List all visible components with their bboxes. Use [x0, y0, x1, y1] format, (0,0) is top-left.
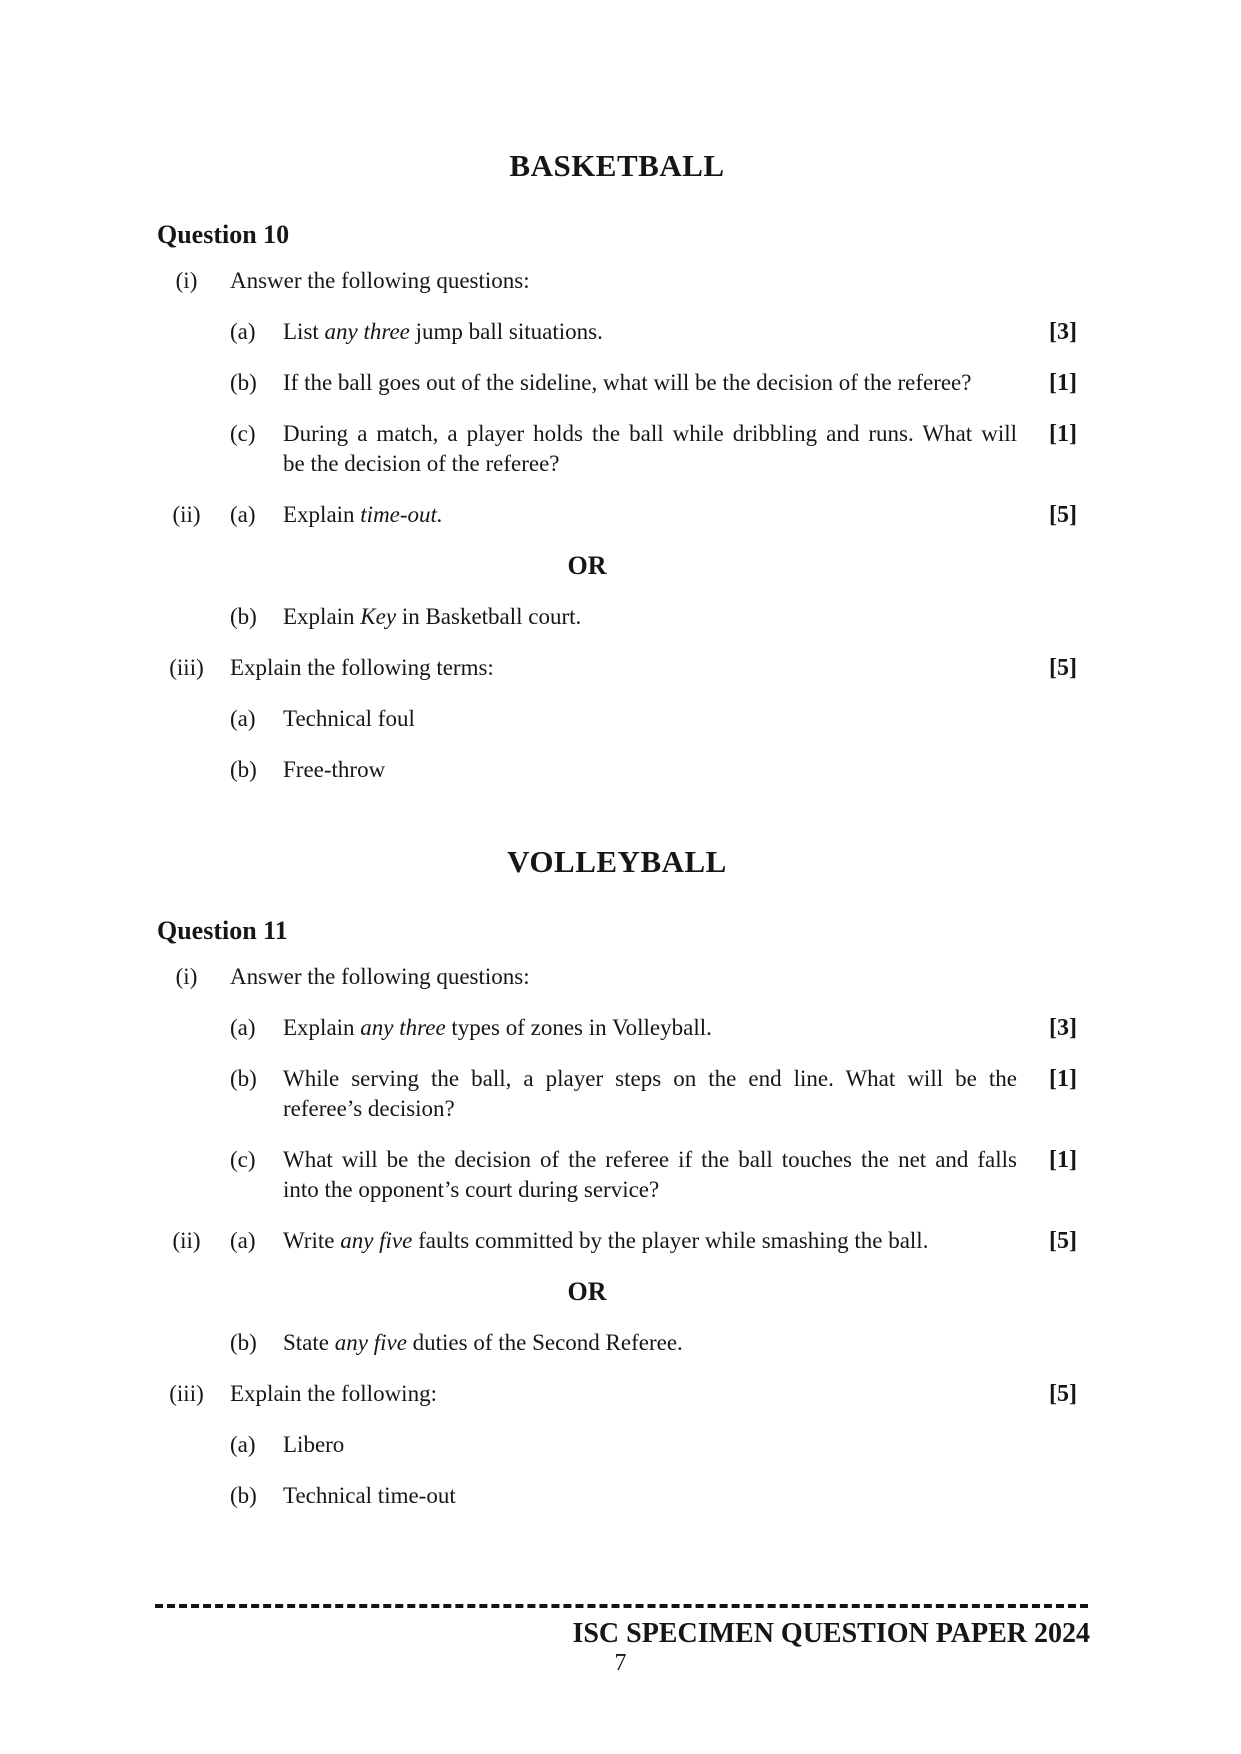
footer-divider — [155, 1604, 1088, 1608]
item-letter: (c) — [230, 1147, 256, 1172]
item-number — [157, 1064, 230, 1065]
question-row — [157, 1379, 1077, 1409]
marks-badge — [1017, 1328, 1077, 1329]
item-number — [157, 1328, 230, 1329]
item-number — [157, 704, 230, 705]
item-number — [157, 1145, 230, 1146]
item-text: Explain the following: — [230, 1381, 437, 1406]
item-text: Technical foul — [283, 706, 415, 731]
item-number: (i) — [175, 268, 198, 293]
marks-badge: [5] — [1049, 655, 1077, 681]
or-separator-row — [157, 1277, 1077, 1307]
marks-badge: [3] — [1049, 319, 1077, 345]
question-row — [157, 1328, 1077, 1358]
item-text: Explain any three types of zones in Volleyball. — [283, 1015, 712, 1040]
item-text: If the ball goes out of the sideline, what will be the decision of the referee? — [283, 370, 972, 395]
item-letter: (b) — [230, 757, 257, 782]
marks-badge — [1017, 755, 1077, 756]
item-letter: (b) — [230, 370, 257, 395]
question-row — [157, 1481, 1077, 1511]
item-number — [157, 1013, 230, 1014]
item-text: Free-throw — [283, 757, 386, 782]
item-number: (iii) — [169, 1381, 204, 1406]
question-row — [157, 368, 1077, 398]
question-row — [157, 962, 1077, 992]
marks-badge — [1017, 602, 1077, 603]
item-text: Write any five faults committed by the player while smashing the ball. — [283, 1228, 929, 1253]
or-separator-row — [157, 551, 1077, 581]
marks-badge: [1] — [1049, 1147, 1077, 1173]
item-number — [157, 419, 230, 420]
marks-badge: [1] — [1049, 1066, 1077, 1092]
marks-badge — [1017, 1430, 1077, 1431]
marks-badge — [1017, 704, 1077, 705]
item-text: During a match, a player holds the ball while dribbling and runs. What will be the decision of the referee? — [283, 421, 1017, 476]
page-number: 7 — [614, 1650, 627, 1676]
item-number — [157, 755, 230, 756]
question-row — [157, 1013, 1077, 1043]
item-number — [157, 1481, 230, 1482]
marks-badge — [1017, 266, 1077, 267]
item-number: (iii) — [169, 655, 204, 680]
question-row — [157, 1226, 1077, 1256]
item-text: Explain the following terms: — [230, 655, 494, 680]
item-letter: (b) — [230, 1483, 257, 1508]
marks-badge — [1017, 1277, 1077, 1278]
item-letter: (a) — [230, 1228, 256, 1253]
item-text: While serving the ball, a player steps on the end line. What will be the referee’s decision? — [283, 1066, 1017, 1121]
item-letter: (b) — [230, 604, 257, 629]
item-text: State any five duties of the Second Referee. — [283, 1330, 683, 1355]
question-row — [157, 500, 1077, 530]
item-number: (ii) — [172, 1228, 201, 1253]
question-row — [157, 317, 1077, 347]
item-letter: (a) — [230, 706, 256, 731]
question-row — [157, 266, 1077, 296]
marks-badge: [5] — [1049, 502, 1077, 528]
question-row — [157, 602, 1077, 632]
marks-badge: [5] — [1049, 1228, 1077, 1254]
item-number: (i) — [175, 964, 198, 989]
item-number — [157, 317, 230, 318]
question-10-label: Question 10 — [157, 220, 290, 249]
item-letter: (a) — [230, 1015, 256, 1040]
question-11-label: Question 11 — [157, 916, 288, 945]
marks-badge — [1017, 551, 1077, 552]
item-number — [157, 602, 230, 603]
question-row — [157, 1430, 1077, 1460]
item-text: Technical time-out — [283, 1483, 456, 1508]
section-title-volleyball: VOLLEYBALL — [507, 844, 727, 879]
item-text: Explain time-out. — [283, 502, 443, 527]
section-title-basketball: BASKETBALL — [509, 148, 725, 183]
item-text: List any three jump ball situations. — [283, 319, 603, 344]
marks-badge — [1017, 962, 1077, 963]
item-text: Libero — [283, 1432, 345, 1457]
question-row — [157, 704, 1077, 734]
item-letter: (a) — [230, 502, 256, 527]
question-row — [157, 419, 1077, 479]
item-letter: (a) — [230, 319, 256, 344]
item-number: (ii) — [172, 502, 201, 527]
or-separator: OR — [567, 551, 607, 580]
item-text: Explain Key in Basketball court. — [283, 604, 582, 629]
item-letter: (b) — [230, 1066, 257, 1091]
item-letter: (a) — [230, 1432, 256, 1457]
item-letter: (b) — [230, 1330, 257, 1355]
item-letter: (c) — [230, 421, 256, 446]
question-row — [157, 755, 1077, 785]
item-number — [157, 1430, 230, 1431]
marks-badge: [5] — [1049, 1381, 1077, 1407]
item-number — [157, 368, 230, 369]
marks-badge — [1017, 1481, 1077, 1482]
footer-text: ISC SPECIMEN QUESTION PAPER 2024 — [572, 1618, 1090, 1649]
item-text: Answer the following questions: — [230, 964, 530, 989]
marks-badge: [1] — [1049, 421, 1077, 447]
question-row — [157, 1064, 1077, 1124]
question-row — [157, 653, 1077, 683]
marks-badge: [3] — [1049, 1015, 1077, 1041]
item-text: What will be the decision of the referee if the ball touches the net and falls into the opponent’s court during service? — [283, 1147, 1017, 1202]
marks-badge: [1] — [1049, 370, 1077, 396]
or-separator: OR — [567, 1277, 607, 1306]
item-text: Answer the following questions: — [230, 268, 530, 293]
question-row — [157, 1145, 1077, 1205]
